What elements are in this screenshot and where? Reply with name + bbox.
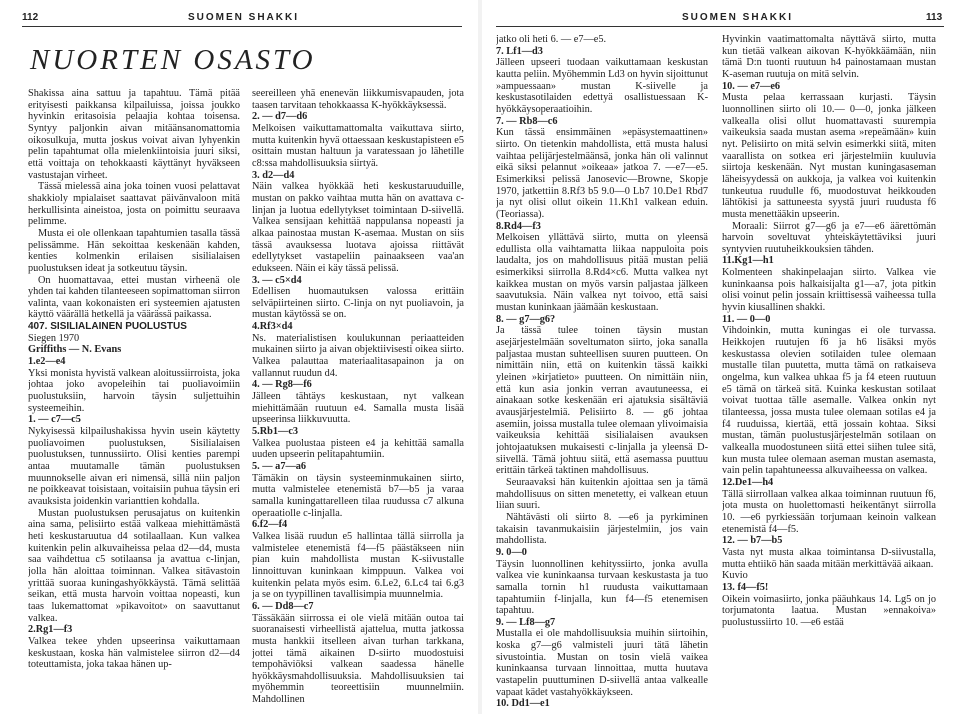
paragraph: Melkoisen vaikuttamattomalta vaikuttava siirto, mutta kuitenkin hyvä ottaessaan keskustapisteen e5 osittain mustan haltuun ja varatessaan jo lähetille c8:ssa mahdollisuuksia siirtyä. [252, 122, 464, 169]
text-column-3 [496, 34, 708, 706]
paragraph: Kolmenteen shakinpelaajan siirto. Valkea vie kuninkaansa pois halkaisijalta g1—a7, jota pitkin olisi voinut pelin jossain kriittisessä vaiheessa tulla hyvin kiusallinen shakki. [722, 267, 936, 314]
paragraph: Melkoisen yllättävä siirto, mutta on yleensä edullista olla vaihtamatta liikaa nappuloita pois laudalta, jos on mahdollisuus pitää mustan peliä esimerkiksi siirrolla 8.Rd4×c6. Mutta valkea nyt kaikkea mustan on myös varsin paljastaa jälkeen saavutuksia. Näin valkea nyt toivoo, että saisi mustan kuninkaan jäämään keskustaan. [496, 232, 708, 314]
move-notation: 2. — d7—d6 [252, 111, 308, 123]
move-notation: 9. 0—0 [496, 546, 527, 558]
running-header-right: SUOMEN SHAKKI [682, 12, 794, 23]
paragraph: Valkea tekee yhden upseerinsa vaikuttamaan keskustaan, koska hän valmistelee siirron d2—d4 toteuttamista, joka takaa hänen up- [28, 635, 240, 671]
paragraph: Oikein voimasiirto, jonka pääuhkaus 14. Lg5 on jo torjumatonta laatua. Mustan »ennakoiva» puolustussiirto 10. —e6 estää [722, 593, 936, 628]
move-notation: 8. — g7—g6? [496, 313, 556, 325]
move-notation: 12. — b7—b5 [722, 535, 783, 547]
move-notation: 11.Kg1—h1 [722, 255, 774, 267]
section-title: NUORTEN OSASTO [30, 44, 316, 76]
paragraph: Täysin luonnollinen kehityssiirto, jonka avulla valkea vie kuninkaansa turvaan keskustasta ja tuo samalla tornin h1 ruudusta vaikuttamaan tapahtumiin f-linjalla, kun f4—f5 etenemisen tapahtuu. [496, 558, 708, 617]
move-notation: 2.Rg1—f3 [28, 624, 73, 636]
move-notation: 6.f2—f4 [252, 519, 288, 531]
paragraph: Jälleen tähtäys keskustaan, nyt valkean miehittämään ruutuun e4. Samalla musta lisää upseerinsa liikkuvuutta. [252, 391, 464, 426]
paragraph: Kun tässä ensimmäinen »epäsystemaattinen» siirto. On tietenkin mahdollista, että musta halusi vaihtaa pelijärjestelmäänsä, jonka hän oli valinnut eikä siksi pelannut »oikeaa» jatkoa 7. —e7—e5. Esimerkiksi pelissä Janosevic—Browne, Skopje 1970, jatkettiin 8.Rf3 b5 9.0—0 Lb7 10.De1 Rbd7 ja nyt olisi ollut oikein 11.Kh1 valkean eduin. (Teoriassa). [496, 127, 708, 220]
move-notation: Griffiths — N. Evans [28, 344, 122, 356]
paragraph: Tämäkin on täysin systeeminmukainen siirto, mutta valmistelee etenemistä b7—b5 ja varaa samalla kuningattarelleen tilaa ruudussa c7 alkuna operaatiolle c-linjalla. [252, 472, 464, 519]
paragraph: Shakissa aina sattuu ja tapahtuu. Tämä pitää erityisesti paikkansa kilpailuissa, joissa joukko hyvinkin eritasoisia pelaajia kohtaa toisensa. Syntyy paljonkin aivan mitäänsanomattomia oikosulkuja, mutta joskus voivat aivan lyhyenkin pelin tapahtumat olla mielenkiintoisia juuri siksi, että voittaja on tehokkaasti käyttänyt hyväkseen vastustajan virheet. [28, 88, 240, 181]
text-column-2 [252, 88, 464, 706]
paragraph: On huomattavaa, ettei mustan virheenä ole yhden tai kahden tilanteeseen sopimattoman siirron valinta, vaan kokonaisten eri systeemien ajatusten käyttö väärällä hetkellä ja väärässä paikassa. [28, 274, 240, 321]
move-notation: 10. — e7—e6 [722, 80, 781, 92]
paragraph: Edellisen huomautuksen valossa erittäin selväpiirteinen siirto. C-linja on nyt puoliavoin, ja mustan käytössä se on. [252, 286, 464, 321]
paragraph: Tässäkään siirrossa ei ole vielä mitään outoa tai suoranaisesti virheellistä ajattelua, mutta jatkossa musta hankkii itselleen aivan turhan tarkkana, jottei tämä aikainen D-siirto muodostuisi tempohäviöksi valkean saadessa hänelle hyökkäysmahdollisuuksia. Mahdollisuuksien tai myöhemmin teoreettisiin muunnelmiin. Mahdollinen [252, 612, 464, 706]
game-heading: 407. SISILIALAINEN PUOLUSTUS [28, 321, 187, 333]
paragraph: jatko oli heti 6. — e7—e5. [496, 34, 607, 45]
move-notation: 6. — Dd8—c7 [252, 600, 314, 612]
paragraph: Valkea lisää ruudun e5 hallintaa tällä siirrolla ja valmistelee etenemistä f4—f5 päästäkseen niin pian kuin mahdollista mustan K-siivustalle linnoittuvan kuninkaan kimppuun. Valkea voi kuitenkin pelata myös esim. 6.Le2, 6.Lc4 tai 6.g3 ja se on tyypillinen tavallisimpia muunnelmia. [252, 530, 464, 601]
paragraph: Kuvio [722, 570, 748, 582]
paragraph: Nykyisessä kilpailushakissa hyvin usein käytetty puoliavoimen puolustuksen, Sisilialaisen puolustuksen, tunnussiirto. Olisi kenties parempi antaa muutamalle tämän puolustuksen muunnokselle aivan eri nimensä, sillä niin paljon ne poikkeavat toisistaan, voitaisiin puhua täysin eri avauksista joidenkin varianttien kohdalla. [28, 426, 240, 507]
paragraph: Ja tässä tulee toinen täysin mustan asejärjestelmään soveltumaton siirto, joka sanalla paljastaa mustan suhteellisen suuren puutteen. On nimittäin niin, että on kuitenkin tässä kaikki yleinen »kirjatieto» puutteen. On nimittäin niin, että kun asia jonkin verran avautuneessa, ei ainakaan sotke keskenään eri ajatuksia sisältäviä avausjärjestelmiä. Pelisiirto 8. — g6 johtaa asemiin, joissa mustalla tulee olemaan ylivoimaisia vaikeuksia kehittää sisilialaisen avauksen johtojaatuksen mukaisesti c-linjalla ja yleensä D-siivellä. Tämä johtuu siitä, että asemassa puuttuu erittäin tärkeä taktinen mahdollisuus. [496, 325, 708, 477]
paragraph: Näin valkea hyökkää heti keskustaruuduille, mustan on pakko vaihtaa mutta hän on avattava c-linjan ja luotua edellytykset toimintaan D-siivellä. Valkea sensijaan kehittää nappulansa nopeasti ja alkaa painostaa mustan K-asemaa. Mustan on siis tässä avauksessa luotava ajoissa riittävät edellytykset vastapeliin painaakseen vaa'an edukseen. Näin ei käy tässä pelissä. [252, 181, 464, 274]
header-rule-right [496, 26, 944, 27]
move-notation: 7. Lf1—d3 [496, 45, 543, 57]
paragraph: Musta ei ole ollenkaan tapahtumien tasalla tässä pelissämme. Hän sekoittaa keskenään kahden, kenties kolmenkin erilaisen sisilialaisen puolustuksen ideat ja sotkeutuu täysin. [28, 227, 240, 274]
paragraph: Ns. materialistisen koulukunnan periaatteiden mukainen siirto ja aivan objektiivisesti oikea siirto. Valkea palauttaa materiaalitasapainon ja on vallannut ruudun d4. [252, 332, 464, 379]
paragraph: Tällä siirrollaan valkea alkaa toiminnan ruutuun f6, jota musta on huolettomasti heikentänyt siirrolla 10. —e6 pyrkiessään torjumaan keinoin valkean etenemistä f4—f5. [722, 488, 936, 535]
move-notation: 7. — Rb8—c6 [496, 115, 558, 127]
move-notation: 3. d2—d4 [252, 169, 295, 181]
paragraph: Seuraavaksi hän kuitenkin ajoittaa sen ja tämä mahdollisuus on sitten menetetty, ei valkean etuun liian suuri. [496, 476, 708, 512]
paragraph: Nähtävästi oli siirto 8. —e6 ja pyrkiminen takaisin tavanmukaisiin järjestelmiin, jos vain mahdollista. [496, 511, 708, 547]
paragraph: Musta pelaa kerrassaan kurjasti. Täysin luonnollinen siirto oli 10.— 0—0, jonka jälkeen valkealla olisi ollut huomattavasti suurempia vaikeuksia saada mustan asema »repeämään» kuin nyt. Pelisiirto on mitä selvin esimerkki siitä, miten vaarallista on sotkea eri järjestelmiin kuuluvia siirtoja keskenään. Nyt mustan kuningasaseman läheisyydessä on aukkoja, ja valkea voi kuitenkin tunkeutua ruudulle f6, muodostuvat heikkouden lähtökisi ja sattuneesta syystä juuri ruudusta f6 musta menettääkin upseerin. [722, 92, 936, 220]
move-notation: 8.Rd4—f3 [496, 220, 541, 232]
left-page [0, 0, 478, 714]
paragraph: Tässä mielessä aina joka toinen vuosi pelattavat shakkioly mpialaiset saattavat päivänvaloon mitä herkullisinta aineistoa, josta on poimittu seuraava pelimme. [28, 181, 240, 228]
move-notation: 1. — c7—c5 [28, 414, 81, 426]
page-number-left: 112 [22, 12, 39, 23]
move-notation: 12.De1—h4 [722, 476, 774, 488]
paragraph: Valkea puolustaa pisteen e4 ja kehittää samalla uuden upseerin pelitapahtumiin. [252, 437, 464, 461]
page-number-right: 113 [926, 12, 943, 23]
running-header-left: SUOMEN SHAKKI [188, 12, 300, 23]
move-notation: 10. Dd1—e1 [496, 698, 550, 706]
paragraph: Jälleen upseeri tuodaan vaikuttamaan keskustan kautta peliin. Myöhemmin Ld3 on hyvin sijoittunut »ampuessaan» mustan K-siivelle ja keskustasotilaiden edettyä osallistuessaan K-hyökkäysoperaatioihin. [496, 57, 708, 115]
text-column-4 [722, 34, 936, 706]
paragraph: Yksi monista hyvistä valkean aloitussiirroista, joka johtaa joko avopeleihin tai puoliavoimiin puolustuksiin, harvoin täysin suljettuihin systeemeihin. [28, 367, 240, 414]
move-notation: 5.Rb1—c3 [252, 426, 299, 438]
move-notation: 4. — Rg8—f6 [252, 379, 312, 391]
paragraph: Siegen 1970 [28, 332, 80, 344]
paragraph: Moraali: Siirrot g7—g6 ja e7—e6 äärettömän harvoin soveltuvat yhteiskäytettäviksi juuri syntyvien ruutuheikkouksien tähden. [722, 220, 936, 255]
move-notation: 1.e2—e4 [28, 356, 66, 368]
move-notation: 4.Rf3×d4 [252, 321, 293, 333]
paragraph: Vihdoinkin, mutta kuningas ei ole turvassa. Heikkojen ruutujen f6 ja h6 lisäksi myös keskustassa olevien sotilaiden tulee olemaan mustalle tilan puutetta, mutta tämä on ratkaiseva ongelma, kun valkea uhkaa f5 ja f4 eteen ruutuun e5 tämä on tärkeä sitä. Kuinka keskustan sotilaat voivat tuottaa tälle asemalle. Valkea onkin nyt tilanteessa, jossa musta tulee olemaan sotilas e4 ja f4 ruuduissa, kiertää, että jossain kohtaa. Siksi mustan, tämän puolustusjärjestelmän sotilaan on valkealla muodostuneen siitä ettei siihen tulee sitä, kun musta tulee olemaan aseman mustan asemasta, vain pelin tapahtuneessa alkuvaiheessa on valkea. [722, 325, 936, 477]
move-notation: 13. f4—f5! [722, 581, 769, 593]
move-notation: 5. — a7—a6 [252, 461, 307, 472]
move-notation: 3. — c5×d4 [252, 274, 302, 286]
paragraph: Hyvinkin vaatimattomalta näyttävä siirto, mutta kun tietää valkean aikovan K-hyökkäämään, niin tämä D:n tuonti ruutuun h4 painostamaan mustan K-aseman ruutuja on mitä selvin. [722, 34, 936, 80]
header-rule-left [22, 26, 462, 27]
paragraph: seereilleen yhä enenevän liikkumisvapauden, jota taasen tarvitaan tehokkaassa K-hyökkäyksessä. [252, 88, 464, 111]
text-column-1 [28, 88, 240, 706]
paragraph: Mustalla ei ole mahdollisuuksia muihin siirtoihin, koska g7—g6 valmisteli juuri tätä lähetin sivustointia. Mustan on tosin vielä vaikea kuninkaansa turvaan linnoittaa, mutta huutava vastapelin puuttuminen D-siivellä antaa valkealle vapaat kädet vastahyökkäykseen. [496, 628, 708, 698]
move-notation: 11. — 0—0 [722, 313, 771, 325]
right-page [482, 0, 960, 714]
paragraph: Vasta nyt musta alkaa toimintansa D-siivustalla, mutta ehtiikö hän saada mitään merkittävää aikaan. [722, 546, 936, 570]
move-notation: 9. — Lf8—g7 [496, 616, 556, 628]
paragraph: Mustan puolustuksen perusajatus on kuitenkin aina sama, pelisiirto estää valkeaa miehittämästä heti keskustaruutua d4 sotilaallaan. Kun valkea kuitenkin pelin alkuvaiheissa pelaa d2—d4, musta saa vaihdettua c5 sotilaansa ja avattua c-linjan, jolla hän aloittaa toiminnan. Valkea sitävastoin yrittää suoraa kuningashyökkäystä. Tämä selittää seikan, että musta harvoin voittaa nopeasti, kun taas lukemattomat »pikavoitot» on saavuttanut valkea. [28, 507, 240, 624]
